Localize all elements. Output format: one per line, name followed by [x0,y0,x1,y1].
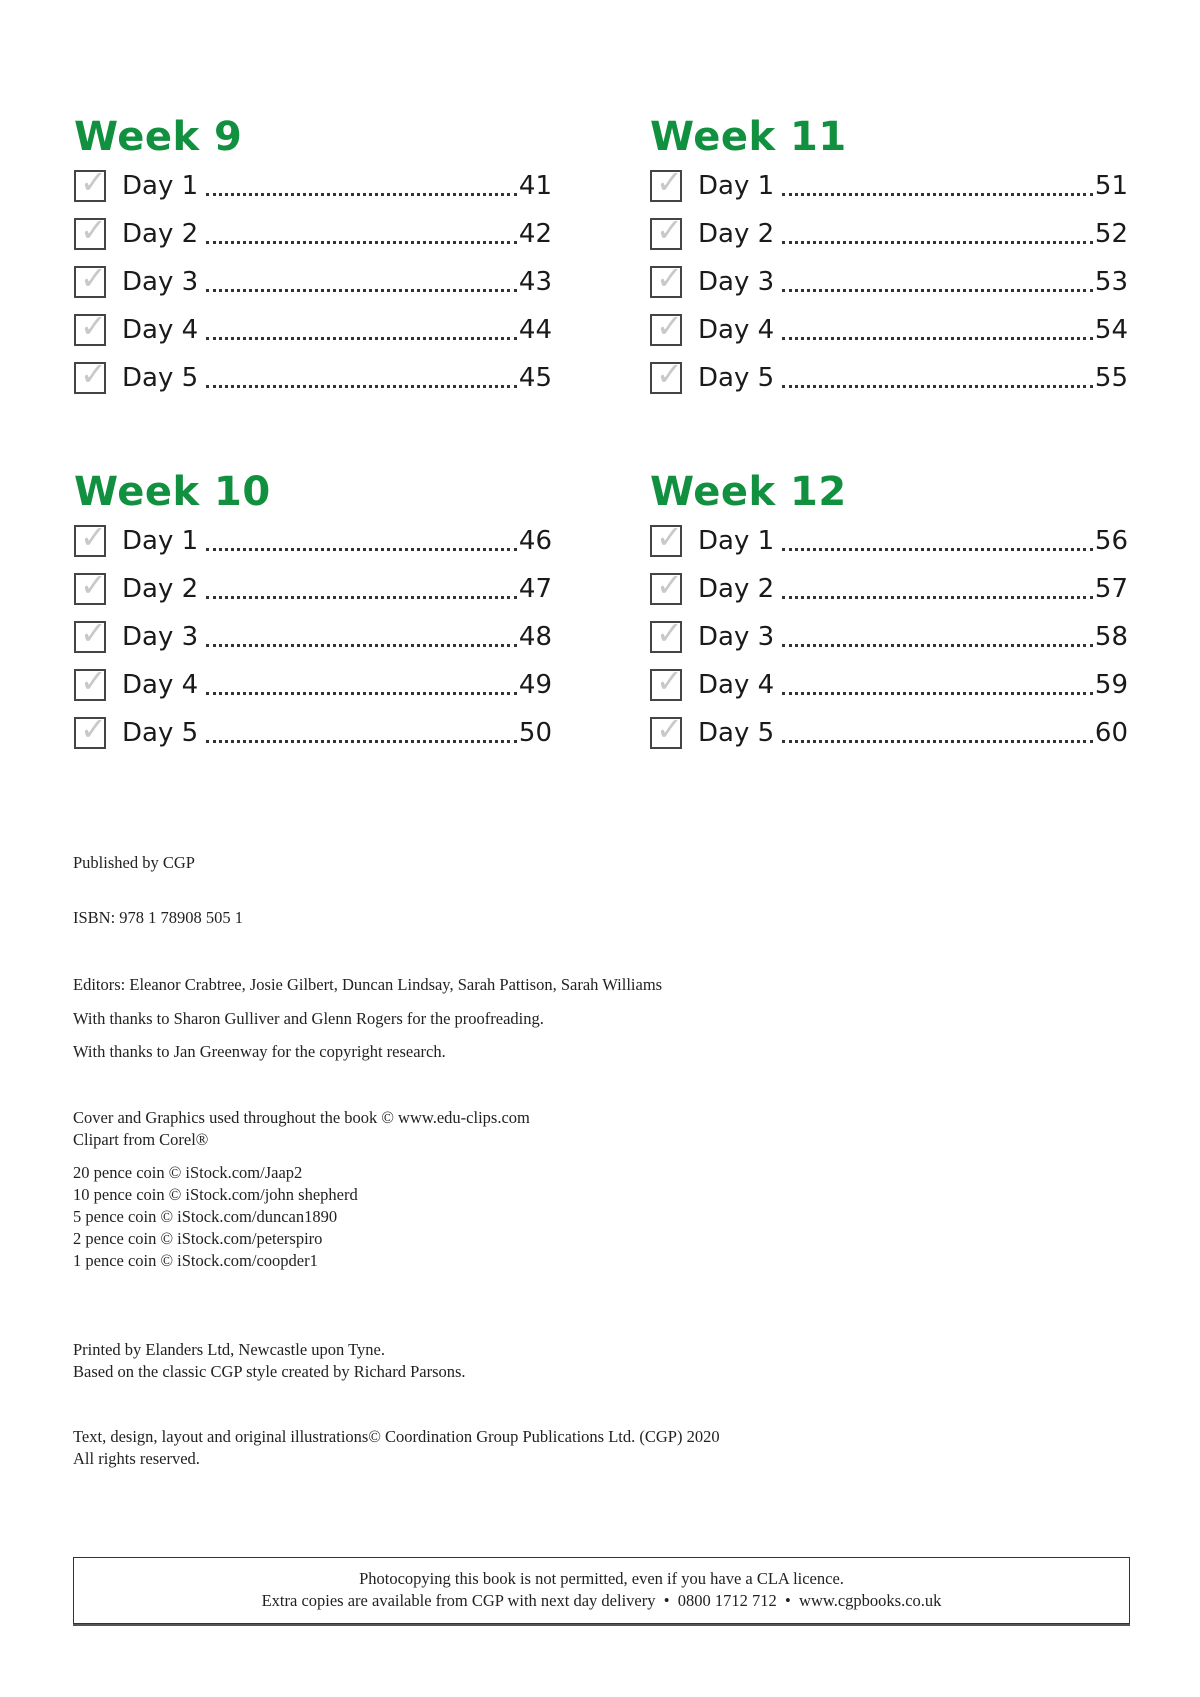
coin-credits [73,1162,358,1272]
week-title: Week 10 [74,469,271,515]
checkbox[interactable] [650,662,683,701]
photocopy-notice-box [73,1557,1130,1624]
check-mark-icon: ✓ [80,211,107,249]
check-mark-icon: ✓ [80,662,107,700]
week-12-section [650,467,1128,757]
dot-leader [782,193,1093,196]
check-mark-icon: ✓ [656,259,683,297]
day-label: Day 4 [698,670,775,700]
check-mark-icon: ✓ [656,710,683,748]
coin-credit: 20 pence coin © iStock.com/Jaap2 [73,1163,303,1182]
checkbox[interactable] [650,710,683,749]
dot-leader [206,337,517,340]
checkbox[interactable] [650,518,683,557]
week-9-section [74,112,552,402]
check-mark-icon: ✓ [656,566,683,604]
isbn: ISBN: 978 1 78908 505 1 [73,908,244,927]
copyright-thanks: With thanks to Jan Greenway for the copyright research. [73,1042,446,1061]
day-label: Day 4 [122,315,199,345]
day-entry [650,306,1128,354]
day-entry [650,613,1128,661]
check-mark-icon: ✓ [656,614,683,652]
dot-leader [782,596,1093,599]
page-number: 51 [1094,171,1128,201]
coin-credit: 10 pence coin © iStock.com/john shepherd [73,1185,358,1204]
day-entry [74,709,552,757]
page-number: 56 [1094,526,1128,556]
day-entry [650,162,1128,210]
day-label: Day 3 [698,622,775,652]
checkbox[interactable] [74,355,107,394]
page-number: 45 [518,363,552,393]
day-label: Day 5 [122,363,199,393]
printer-info [73,1339,466,1383]
day-entry [650,517,1128,565]
checkbox[interactable] [74,710,107,749]
check-mark-icon: ✓ [656,355,683,393]
day-entry [74,661,552,709]
checkbox[interactable] [650,163,683,202]
copyright-line: Text, design, layout and original illustrations© Coordination Group Publications Ltd. (CGP) 2020 [73,1427,720,1446]
page-number: 52 [1094,219,1128,249]
page-number: 55 [1094,363,1128,393]
day-entry [74,354,552,402]
dot-leader [782,337,1093,340]
day-entry [74,613,552,661]
day-label: Day 1 [698,526,775,556]
check-mark-icon: ✓ [656,518,683,556]
check-mark-icon: ✓ [80,710,107,748]
proofreading-thanks: With thanks to Sharon Gulliver and Glenn Rogers for the proofreading. [73,1009,544,1028]
editors: Editors: Eleanor Crabtree, Josie Gilbert, Duncan Lindsay, Sarah Pattison, Sarah Williams [73,975,663,994]
check-mark-icon: ✓ [656,307,683,345]
dot-leader [782,289,1093,292]
day-label: Day 2 [122,219,199,249]
page-number: 47 [518,574,552,604]
week-title: Week 12 [650,469,847,515]
dot-leader [782,548,1093,551]
based-on: Based on the classic CGP style created by Richard Parsons. [73,1362,466,1381]
check-mark-icon: ✓ [80,518,107,556]
week-10-section [74,467,552,757]
dot-leader [206,548,517,551]
day-entry [74,517,552,565]
page-number: 49 [518,670,552,700]
day-entry [74,565,552,613]
dot-leader [206,385,517,388]
checkbox[interactable] [650,614,683,653]
page-number: 59 [1094,670,1128,700]
dot-leader [782,385,1093,388]
day-label: Day 2 [698,574,775,604]
coin-credit: 5 pence coin © iStock.com/duncan1890 [73,1207,338,1226]
page-number: 57 [1094,574,1128,604]
day-label: Day 4 [122,670,199,700]
dot-leader [782,692,1093,695]
day-entry [650,709,1128,757]
page-number: 60 [1094,718,1128,748]
check-mark-icon: ✓ [80,614,107,652]
coin-credit: 1 pence coin © iStock.com/coopder1 [73,1251,318,1270]
page-number: 43 [518,267,552,297]
dot-leader [206,193,517,196]
page-number: 50 [518,718,552,748]
checkbox[interactable] [74,163,107,202]
dot-leader [782,740,1093,743]
page-number: 46 [518,526,552,556]
notice-line-2: Extra copies are available from CGP with next day delivery • 0800 1712 712 • www.cgpbooks.co.uk [261,1591,942,1610]
page-number: 41 [518,171,552,201]
checkbox[interactable] [74,614,107,653]
dot-leader [206,596,517,599]
day-label: Day 3 [698,267,775,297]
checkbox[interactable] [74,662,107,701]
checkbox[interactable] [74,518,107,557]
day-entry [650,661,1128,709]
check-mark-icon: ✓ [80,355,107,393]
checkbox[interactable] [650,211,683,250]
notice-line-1: Photocopying this book is not permitted, even if you have a CLA licence. [359,1569,844,1588]
page-number: 54 [1094,315,1128,345]
check-mark-icon: ✓ [80,307,107,345]
day-entry [650,354,1128,402]
page-number: 53 [1094,267,1128,297]
day-entry [650,258,1128,306]
day-entry [74,162,552,210]
page-number: 48 [518,622,552,652]
check-mark-icon: ✓ [656,211,683,249]
day-label: Day 5 [698,363,775,393]
day-label: Day 5 [122,718,199,748]
check-mark-icon: ✓ [656,662,683,700]
day-label: Day 2 [698,219,775,249]
day-label: Day 1 [122,526,199,556]
week-11-section [650,112,1128,402]
day-label: Day 5 [698,718,775,748]
published-by: Published by CGP [73,853,195,872]
checkbox[interactable] [74,566,107,605]
dot-leader [206,289,517,292]
dot-leader [206,644,517,647]
check-mark-icon: ✓ [80,163,107,201]
page-number: 42 [518,219,552,249]
day-entry [74,258,552,306]
printed-by: Printed by Elanders Ltd, Newcastle upon Tyne. [73,1340,385,1359]
page-number: 44 [518,315,552,345]
dot-leader [206,692,517,695]
day-entry [650,210,1128,258]
check-mark-icon: ✓ [80,566,107,604]
coin-credit: 2 pence coin © iStock.com/peterspiro [73,1229,323,1248]
checkbox[interactable] [650,355,683,394]
day-label: Day 2 [122,574,199,604]
day-entry [650,565,1128,613]
day-label: Day 3 [122,622,199,652]
check-mark-icon: ✓ [656,163,683,201]
copyright-info [73,1426,720,1470]
day-label: Day 1 [698,171,775,201]
checkbox[interactable] [650,566,683,605]
day-label: Day 1 [122,171,199,201]
page-number: 58 [1094,622,1128,652]
checkbox[interactable] [650,307,683,346]
dot-leader [782,644,1093,647]
checkbox[interactable] [74,211,107,250]
checkbox[interactable] [74,259,107,298]
day-entry [74,306,552,354]
cover-credit: Cover and Graphics used throughout the book © www.edu-clips.com [73,1108,530,1127]
dot-leader [782,241,1093,244]
checkbox[interactable] [74,307,107,346]
dot-leader [206,241,517,244]
clipart-credit: Clipart from Corel® [73,1130,209,1149]
day-entry [74,210,552,258]
dot-leader [206,740,517,743]
check-mark-icon: ✓ [80,259,107,297]
day-label: Day 4 [698,315,775,345]
week-title: Week 11 [650,114,847,160]
image-credits [73,1107,530,1151]
rights-reserved: All rights reserved. [73,1449,200,1468]
day-label: Day 3 [122,267,199,297]
checkbox[interactable] [650,259,683,298]
week-title: Week 9 [74,114,243,160]
